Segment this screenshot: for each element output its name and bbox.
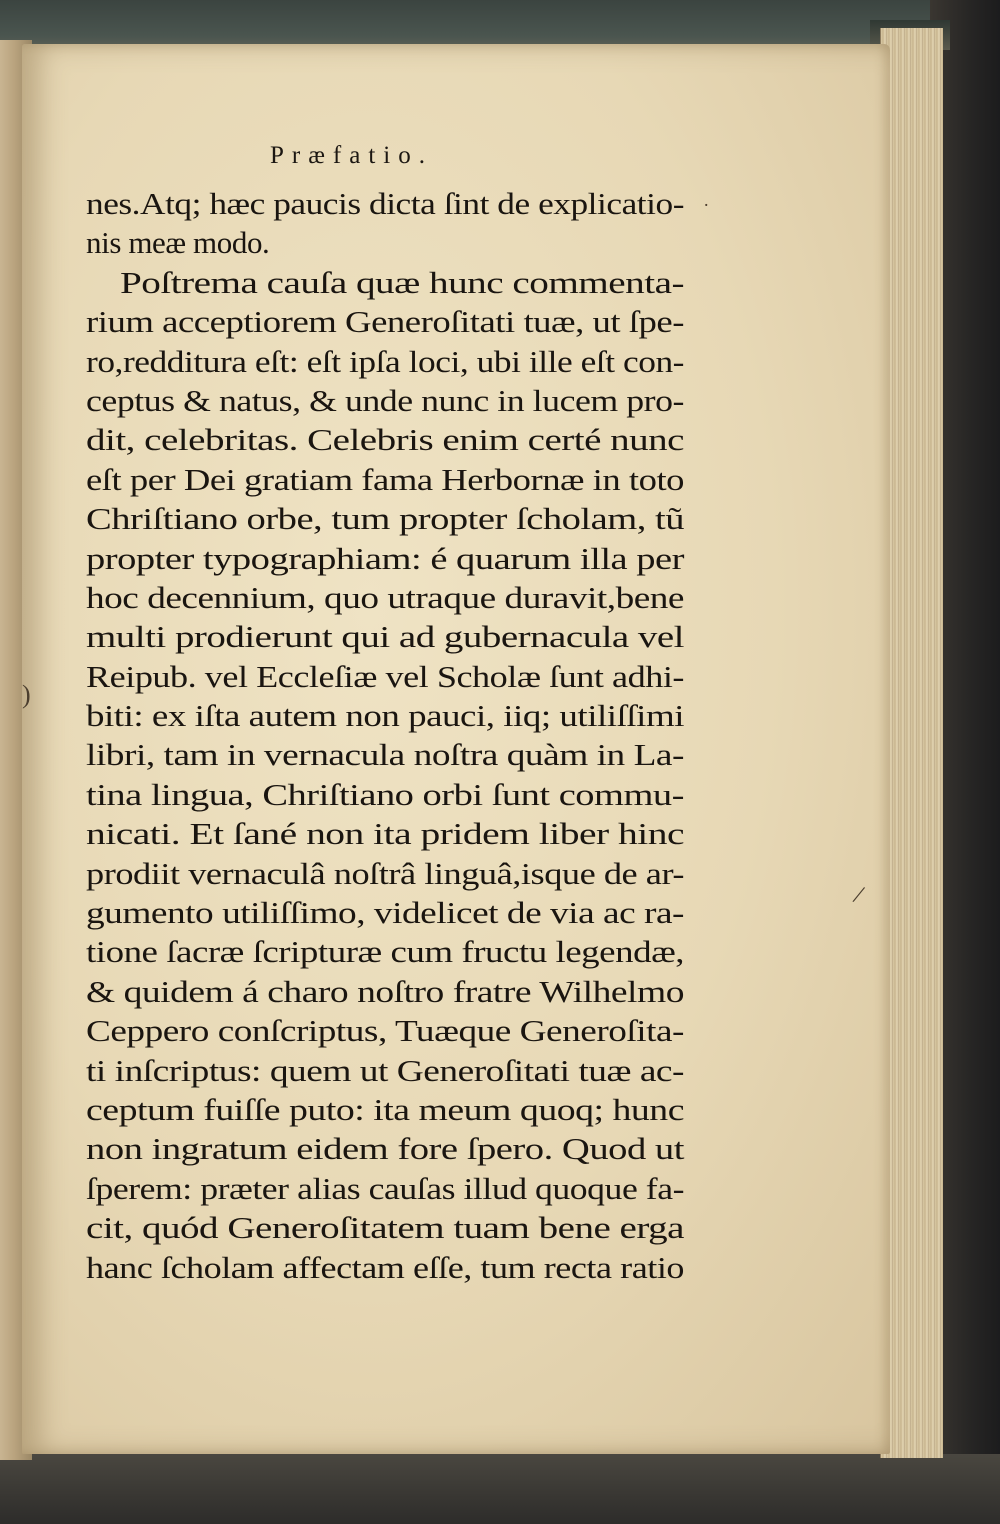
text-line: prodiit vernaculâ noſtrâ linguâ,isque de ar- [86,855,684,891]
text-line: Chriſtiano orbe, tum propter ſcholam, tũ [86,501,684,537]
text-line: cit, quód Generoſitatem tuam bene erga [86,1210,684,1246]
background-bottom [0,1454,1000,1524]
text-line: propter typographiam: é quarum illa per [86,540,684,576]
text-line: gumento utiliſſimo, videlicet de via ac ra- [86,895,684,931]
text-line: ceptus & natus, & unde nunc in lucem pro- [86,382,684,418]
text-line: tina lingua, Chriſtiano orbi ſunt commu- [86,776,684,812]
text-line: multi prodierunt qui ad gubernacula vel [86,619,684,655]
text-line: hanc ſcholam affectam eſſe, tum recta ratio [86,1249,684,1285]
ink-speck: . [704,190,709,210]
text-line: Ceppero conſcriptus, Tuæque Generoſita- [86,1013,684,1049]
text-line: Poſtrema cauſa quæ hunc commenta- [120,264,684,300]
text-line: tione ſacræ ſcripturæ cum fructu legendæ, [86,934,684,970]
text-line: rium acceptiorem Generoſitati tuæ, ut ſpe- [86,304,684,340]
text-line: hoc decennium, quo utraque duravit,bene [86,579,684,615]
text-line: & quidem á charo noſtro fratre Wilhelmo [86,973,684,1009]
text-line: dit, celebritas. Celebris enim certé nunc [86,422,684,458]
text-line: ro,redditura eſt: eſt ipſa loci, ubi ille eſt con- [86,343,684,379]
ink-speck: / [850,879,868,910]
text-line: ceptum fuiſſe puto: ita meum quoq; hunc [86,1091,684,1127]
text-line: ti inſcriptus: quem ut Generoſitati tuæ ac- [86,1052,684,1088]
body-text [86,184,686,1287]
text-line: eſt per Dei gratiam fama Herbornæ in toto [86,461,684,497]
text-line: nis meæ modo. [86,225,270,261]
ink-speck: ) [22,680,31,709]
text-line: Reipub. vel Eccleſiæ vel Scholæ ſunt adhi- [86,658,684,694]
text-line: biti: ex iſta autem non pauci, iiq; utiliſſimi [86,698,684,734]
text-line: non ingratum eidem fore ſpero. Quod ut [86,1131,684,1167]
text-line: libri, tam in vernacula noſtra quàm in La- [86,737,684,773]
text-line: ſperem: præter alias cauſas illud quoque fa- [86,1170,684,1206]
text-line: nicati. Et ſané non ita pridem liber hinc [86,816,684,852]
running-head: Præfatio. [270,142,433,169]
text-line: nes.Atq; hæc paucis dicta ſint de explicatio- [86,186,684,221]
